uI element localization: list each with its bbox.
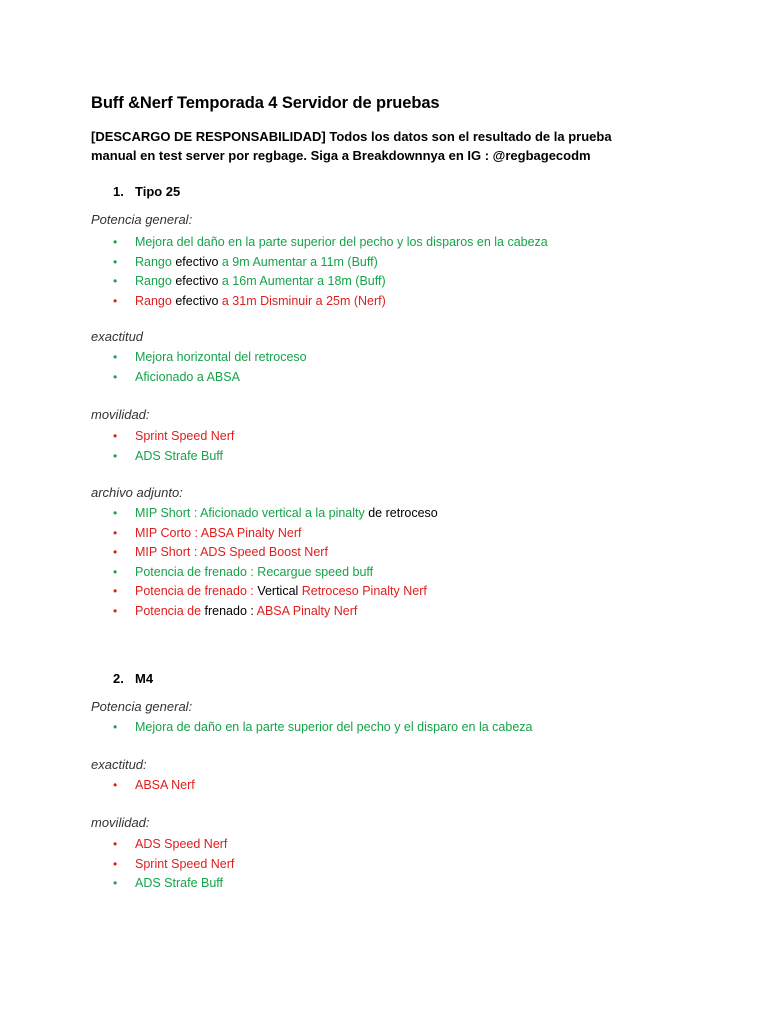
change-item [113, 602, 438, 622]
bullet-icon: • [113, 369, 118, 384]
change-text: Vertical [257, 584, 302, 598]
section-name: M4 [135, 671, 154, 686]
change-text: MIP Short : Aficionado vertical a la pinalty [135, 506, 369, 520]
change-text: Sprint Speed Nerf [135, 856, 235, 871]
bullet-icon: • [113, 429, 118, 443]
bullet-icon: • [113, 506, 118, 520]
change-text: Sprint Speed Nerf [135, 429, 235, 443]
bullet-icon: • [113, 545, 118, 559]
bullet-icon: • [113, 856, 118, 871]
change-list [113, 348, 307, 387]
category-label: Potencia general: [91, 212, 193, 227]
change-text: Rango [135, 274, 176, 288]
change-item [113, 582, 438, 602]
change-item [113, 563, 438, 583]
change-item [113, 427, 234, 447]
change-text: Potencia de [135, 603, 205, 618]
bullet-icon: • [113, 564, 118, 579]
page-title: Buff &Nerf Temporada 4 Servidor de pruebas [91, 94, 440, 112]
disclaimer-paragraph: [DESCARGO DE RESPONSABILIDAD] Todos los datos son el resultado de la prueba manual en test server por regbage. Siga a Breakdownnya en IG : @regbagecodm [91, 129, 612, 163]
change-text: ABSA Pinalty Nerf [256, 603, 358, 618]
change-text: MIP Corto : ABSA Pinalty Nerf [135, 525, 302, 540]
bullet-icon: • [113, 235, 118, 249]
bullet-icon: • [113, 603, 118, 618]
bullet-icon: • [113, 350, 118, 364]
change-item [113, 543, 438, 563]
change-list [113, 776, 195, 796]
change-text: Potencia de frenado : [135, 584, 258, 598]
change-item [113, 504, 438, 524]
change-item [113, 253, 548, 273]
bullet-icon: • [113, 525, 118, 540]
category-label: movilidad: [91, 407, 150, 422]
change-text: ABSA Nerf [135, 778, 195, 792]
section-heading [113, 184, 180, 199]
change-list [113, 233, 548, 311]
change-item [113, 874, 234, 894]
section-number: 1. [113, 184, 124, 199]
bullet-icon: • [113, 837, 118, 851]
category-label: exactitud [91, 329, 144, 344]
change-text: ADS Strafe Buff [135, 876, 224, 890]
change-item [113, 776, 195, 796]
category-label: movilidad: [91, 815, 150, 830]
change-text: MIP Short : ADS Speed Boost Nerf [135, 545, 328, 559]
category-label: archivo adjunto: [91, 485, 183, 500]
change-text: Rango [135, 293, 176, 308]
change-text: a 9m Aumentar a 11m (Buff) [221, 254, 378, 269]
change-list [113, 718, 532, 738]
bullet-icon: • [113, 274, 118, 288]
change-item [113, 835, 234, 855]
change-text: a 16m Aumentar a 18m (Buff) [221, 274, 386, 288]
bullet-icon: • [113, 293, 118, 308]
change-item [113, 348, 307, 368]
change-item [113, 233, 548, 253]
change-item [113, 855, 234, 875]
section-number: 2. [113, 671, 124, 686]
bullet-icon: • [113, 778, 118, 792]
change-text: ADS Strafe Buff [135, 448, 224, 463]
change-item [113, 292, 548, 312]
bullet-icon: • [113, 254, 118, 269]
change-list [113, 835, 234, 894]
change-text: Mejora horizontal del retroceso [135, 350, 307, 364]
category-label: Potencia general: [91, 699, 193, 714]
bullet-icon: • [113, 876, 118, 890]
change-text: frenado : [204, 603, 257, 618]
category-label: exactitud: [91, 757, 147, 772]
change-item [113, 272, 548, 292]
change-text: Potencia de frenado : Recargue speed buff [135, 564, 374, 579]
bullet-icon: • [113, 584, 118, 598]
change-list [113, 427, 234, 466]
change-text: Rango [135, 254, 176, 269]
change-item [113, 368, 307, 388]
change-text: de retroceso [368, 506, 438, 520]
change-text: ADS Speed Nerf [135, 837, 228, 851]
change-item [113, 447, 234, 467]
change-text: Mejora de daño en la parte superior del pecho y el disparo en la cabeza [135, 720, 533, 734]
bullet-icon: • [113, 448, 118, 463]
change-text: Retroceso Pinalty Nerf [301, 584, 427, 598]
change-item [113, 718, 532, 738]
change-text: efectivo [175, 274, 222, 288]
section-name: Tipo 25 [135, 184, 181, 199]
change-item [113, 524, 438, 544]
change-text: efectivo [175, 293, 222, 308]
change-text: Mejora del daño en la parte superior del pecho y los disparos en la cabeza [135, 235, 548, 249]
section-heading [113, 671, 153, 686]
change-list [113, 504, 438, 621]
change-text: efectivo [175, 254, 222, 269]
bullet-icon: • [113, 720, 118, 734]
change-text: Aficionado a ABSA [135, 369, 240, 384]
change-text: a 31m Disminuir a 25m (Nerf) [221, 293, 386, 308]
